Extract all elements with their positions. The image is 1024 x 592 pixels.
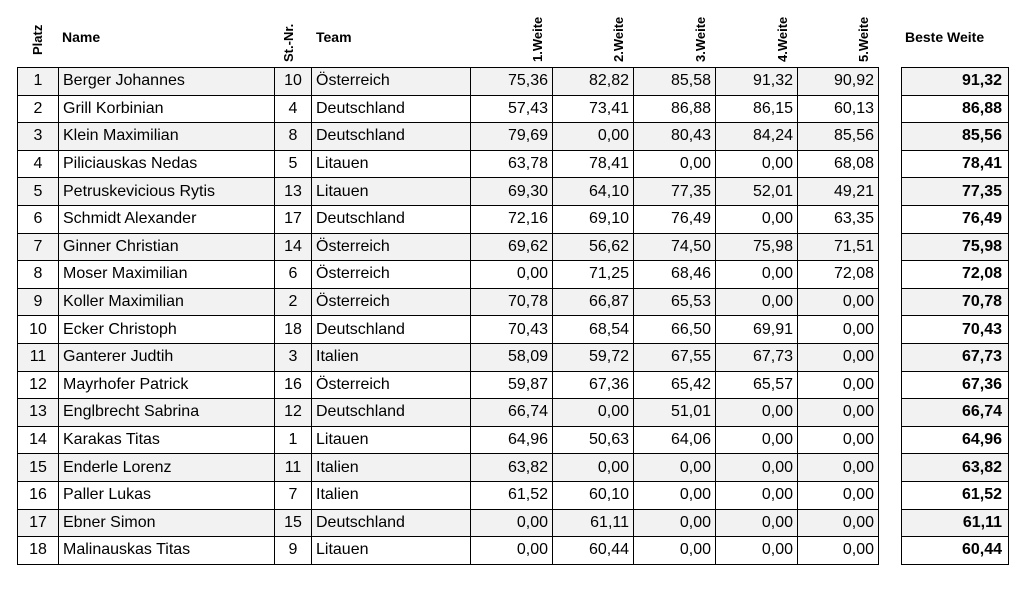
- name-cell: Ginner Christian: [59, 233, 275, 261]
- table-row: [18, 454, 879, 482]
- team-cell: Litauen: [312, 426, 471, 454]
- weite-2-cell: 0,00: [553, 454, 634, 482]
- best-distance-table: [901, 67, 1009, 565]
- team-cell: Deutschland: [312, 95, 471, 123]
- weite-5-cell: 49,21: [798, 178, 879, 206]
- weite-2-cell: 61,11: [553, 509, 634, 537]
- table-row: [18, 95, 879, 123]
- start-number-cell: 18: [275, 316, 312, 344]
- weite-4-cell: 84,24: [716, 123, 798, 151]
- platz-cell: 4: [18, 150, 59, 178]
- best-distance-cell: 91,32: [902, 68, 1009, 96]
- start-number-cell: 15: [275, 509, 312, 537]
- platz-cell: 17: [18, 509, 59, 537]
- header-name: Name: [62, 29, 101, 45]
- weite-1-cell: 0,00: [471, 537, 553, 565]
- platz-cell: 5: [18, 178, 59, 206]
- weite-3-cell: 74,50: [634, 233, 716, 261]
- platz-cell: 3: [18, 123, 59, 151]
- platz-cell: 15: [18, 454, 59, 482]
- best-row: [902, 261, 1009, 289]
- weite-1-cell: 59,87: [471, 371, 553, 399]
- team-cell: Österreich: [312, 371, 471, 399]
- platz-cell: 6: [18, 205, 59, 233]
- best-distance-cell: 67,36: [902, 371, 1009, 399]
- start-number-cell: 1: [275, 426, 312, 454]
- weite-1-cell: 79,69: [471, 123, 553, 151]
- platz-cell: 1: [18, 68, 59, 96]
- weite-4-cell: 0,00: [716, 426, 798, 454]
- weite-4-cell: 0,00: [716, 454, 798, 482]
- name-cell: Malinauskas Titas: [59, 537, 275, 565]
- weite-3-cell: 0,00: [634, 454, 716, 482]
- best-row: [902, 481, 1009, 509]
- best-row: [902, 233, 1009, 261]
- weite-5-cell: 0,00: [798, 399, 879, 427]
- best-distance-cell: 70,78: [902, 288, 1009, 316]
- weite-3-cell: 67,55: [634, 343, 716, 371]
- name-cell: Mayrhofer Patrick: [59, 371, 275, 399]
- platz-cell: 18: [18, 537, 59, 565]
- best-distance-cell: 76,49: [902, 205, 1009, 233]
- best-distance-cell: 77,35: [902, 178, 1009, 206]
- weite-2-cell: 73,41: [553, 95, 634, 123]
- table-row: [18, 509, 879, 537]
- weite-2-cell: 66,87: [553, 288, 634, 316]
- platz-cell: 13: [18, 399, 59, 427]
- weite-4-cell: 75,98: [716, 233, 798, 261]
- weite-3-cell: 85,58: [634, 68, 716, 96]
- weite-1-cell: 63,82: [471, 454, 553, 482]
- weite-4-cell: 0,00: [716, 288, 798, 316]
- team-cell: Litauen: [312, 537, 471, 565]
- best-row: [902, 178, 1009, 206]
- platz-cell: 14: [18, 426, 59, 454]
- start-number-cell: 10: [275, 68, 312, 96]
- weite-3-cell: 51,01: [634, 399, 716, 427]
- weite-5-cell: 0,00: [798, 316, 879, 344]
- team-cell: Italien: [312, 481, 471, 509]
- weite-5-cell: 71,51: [798, 233, 879, 261]
- table-row: [18, 371, 879, 399]
- table-row: [18, 68, 879, 96]
- start-number-cell: 9: [275, 537, 312, 565]
- best-row: [902, 123, 1009, 151]
- best-distance-cell: 61,52: [902, 481, 1009, 509]
- weite-1-cell: 61,52: [471, 481, 553, 509]
- name-cell: Koller Maximilian: [59, 288, 275, 316]
- weite-4-cell: 0,00: [716, 537, 798, 565]
- name-cell: Englbrecht Sabrina: [59, 399, 275, 427]
- best-row: [902, 371, 1009, 399]
- header-platz: Platz: [30, 24, 45, 55]
- weite-4-cell: 0,00: [716, 205, 798, 233]
- team-cell: Deutschland: [312, 509, 471, 537]
- weite-5-cell: 68,08: [798, 150, 879, 178]
- best-distance-cell: 78,41: [902, 150, 1009, 178]
- weite-4-cell: 69,91: [716, 316, 798, 344]
- weite-4-cell: 0,00: [716, 261, 798, 289]
- weite-5-cell: 0,00: [798, 371, 879, 399]
- name-cell: Klein Maximilian: [59, 123, 275, 151]
- weite-3-cell: 66,50: [634, 316, 716, 344]
- table-row: [18, 205, 879, 233]
- start-number-cell: 13: [275, 178, 312, 206]
- weite-3-cell: 64,06: [634, 426, 716, 454]
- header-beste-weite: Beste Weite: [905, 29, 985, 45]
- start-number-cell: 5: [275, 150, 312, 178]
- weite-1-cell: 69,30: [471, 178, 553, 206]
- weite-5-cell: 0,00: [798, 509, 879, 537]
- name-cell: Moser Maximilian: [59, 261, 275, 289]
- weite-3-cell: 65,53: [634, 288, 716, 316]
- weite-5-cell: 85,56: [798, 123, 879, 151]
- best-row: [902, 95, 1009, 123]
- weite-5-cell: 0,00: [798, 481, 879, 509]
- team-cell: Österreich: [312, 233, 471, 261]
- platz-cell: 12: [18, 371, 59, 399]
- table-row: [18, 233, 879, 261]
- platz-cell: 2: [18, 95, 59, 123]
- weite-3-cell: 0,00: [634, 150, 716, 178]
- best-distance-cell: 66,74: [902, 399, 1009, 427]
- table-row: [18, 426, 879, 454]
- best-distance-cell: 75,98: [902, 233, 1009, 261]
- name-cell: Petruskevicious Rytis: [59, 178, 275, 206]
- weite-5-cell: 0,00: [798, 288, 879, 316]
- table-row: [18, 343, 879, 371]
- team-cell: Deutschland: [312, 205, 471, 233]
- platz-cell: 9: [18, 288, 59, 316]
- weite-2-cell: 71,25: [553, 261, 634, 289]
- best-distance-cell: 70,43: [902, 316, 1009, 344]
- name-cell: Paller Lukas: [59, 481, 275, 509]
- weite-2-cell: 50,63: [553, 426, 634, 454]
- team-cell: Italien: [312, 343, 471, 371]
- name-cell: Enderle Lorenz: [59, 454, 275, 482]
- platz-cell: 10: [18, 316, 59, 344]
- weite-2-cell: 60,44: [553, 537, 634, 565]
- name-cell: Ebner Simon: [59, 509, 275, 537]
- table-row: [18, 178, 879, 206]
- header-weite-5: 5.Weite: [856, 16, 871, 62]
- best-distance-cell: 61,11: [902, 509, 1009, 537]
- weite-4-cell: 0,00: [716, 399, 798, 427]
- weite-1-cell: 70,78: [471, 288, 553, 316]
- weite-2-cell: 56,62: [553, 233, 634, 261]
- weite-2-cell: 82,82: [553, 68, 634, 96]
- header-weite-2: 2.Weite: [611, 16, 626, 62]
- start-number-cell: 2: [275, 288, 312, 316]
- header-stnr: St.-Nr.: [281, 23, 296, 62]
- start-number-cell: 11: [275, 454, 312, 482]
- weite-4-cell: 0,00: [716, 481, 798, 509]
- weite-3-cell: 80,43: [634, 123, 716, 151]
- start-number-cell: 14: [275, 233, 312, 261]
- best-row: [902, 150, 1009, 178]
- header-weite-1: 1.Weite: [530, 16, 545, 62]
- best-distance-cell: 72,08: [902, 261, 1009, 289]
- weite-4-cell: 65,57: [716, 371, 798, 399]
- platz-cell: 11: [18, 343, 59, 371]
- best-row: [902, 509, 1009, 537]
- header-weite-4: 4.Weite: [775, 16, 790, 62]
- start-number-cell: 8: [275, 123, 312, 151]
- table-row: [18, 399, 879, 427]
- start-number-cell: 6: [275, 261, 312, 289]
- weite-3-cell: 65,42: [634, 371, 716, 399]
- weite-3-cell: 68,46: [634, 261, 716, 289]
- weite-1-cell: 63,78: [471, 150, 553, 178]
- name-cell: Piliciauskas Nedas: [59, 150, 275, 178]
- weite-5-cell: 0,00: [798, 537, 879, 565]
- team-cell: Österreich: [312, 288, 471, 316]
- weite-4-cell: 91,32: [716, 68, 798, 96]
- weite-2-cell: 67,36: [553, 371, 634, 399]
- team-cell: Litauen: [312, 178, 471, 206]
- weite-5-cell: 63,35: [798, 205, 879, 233]
- header-weite-3: 3.Weite: [693, 16, 708, 62]
- team-cell: Deutschland: [312, 123, 471, 151]
- weite-1-cell: 66,74: [471, 399, 553, 427]
- weite-2-cell: 68,54: [553, 316, 634, 344]
- weite-4-cell: 0,00: [716, 150, 798, 178]
- weite-5-cell: 0,00: [798, 426, 879, 454]
- weite-2-cell: 59,72: [553, 343, 634, 371]
- weite-1-cell: 72,16: [471, 205, 553, 233]
- weite-1-cell: 69,62: [471, 233, 553, 261]
- best-row: [902, 68, 1009, 96]
- team-cell: Italien: [312, 454, 471, 482]
- name-cell: Ecker Christoph: [59, 316, 275, 344]
- start-number-cell: 7: [275, 481, 312, 509]
- weite-2-cell: 60,10: [553, 481, 634, 509]
- name-cell: Ganterer Judtih: [59, 343, 275, 371]
- best-distance-cell: 63,82: [902, 454, 1009, 482]
- team-cell: Österreich: [312, 68, 471, 96]
- weite-1-cell: 0,00: [471, 261, 553, 289]
- name-cell: Berger Johannes: [59, 68, 275, 96]
- team-cell: Deutschland: [312, 399, 471, 427]
- results-table: [17, 67, 879, 565]
- weite-2-cell: 78,41: [553, 150, 634, 178]
- weite-5-cell: 90,92: [798, 68, 879, 96]
- table-row: [18, 481, 879, 509]
- weite-5-cell: 72,08: [798, 261, 879, 289]
- weite-1-cell: 70,43: [471, 316, 553, 344]
- team-cell: Österreich: [312, 261, 471, 289]
- weite-1-cell: 0,00: [471, 509, 553, 537]
- best-row: [902, 343, 1009, 371]
- best-row: [902, 537, 1009, 565]
- best-row: [902, 426, 1009, 454]
- best-distance-cell: 85,56: [902, 123, 1009, 151]
- weite-3-cell: 0,00: [634, 481, 716, 509]
- weite-1-cell: 64,96: [471, 426, 553, 454]
- table-row: [18, 537, 879, 565]
- weite-2-cell: 64,10: [553, 178, 634, 206]
- weite-4-cell: 86,15: [716, 95, 798, 123]
- table-row: [18, 316, 879, 344]
- start-number-cell: 3: [275, 343, 312, 371]
- header-team: Team: [316, 29, 352, 45]
- best-distance-cell: 86,88: [902, 95, 1009, 123]
- platz-cell: 16: [18, 481, 59, 509]
- name-cell: Schmidt Alexander: [59, 205, 275, 233]
- start-number-cell: 17: [275, 205, 312, 233]
- best-row: [902, 288, 1009, 316]
- name-cell: Grill Korbinian: [59, 95, 275, 123]
- platz-cell: 7: [18, 233, 59, 261]
- team-cell: Litauen: [312, 150, 471, 178]
- weite-4-cell: 0,00: [716, 509, 798, 537]
- best-row: [902, 205, 1009, 233]
- best-distance-cell: 67,73: [902, 343, 1009, 371]
- table-row: [18, 123, 879, 151]
- best-row: [902, 454, 1009, 482]
- weite-2-cell: 0,00: [553, 123, 634, 151]
- weite-3-cell: 76,49: [634, 205, 716, 233]
- start-number-cell: 12: [275, 399, 312, 427]
- team-cell: Deutschland: [312, 316, 471, 344]
- table-row: [18, 150, 879, 178]
- weite-1-cell: 57,43: [471, 95, 553, 123]
- weite-4-cell: 67,73: [716, 343, 798, 371]
- table-row: [18, 288, 879, 316]
- best-distance-cell: 60,44: [902, 537, 1009, 565]
- weite-2-cell: 69,10: [553, 205, 634, 233]
- weite-1-cell: 58,09: [471, 343, 553, 371]
- best-row: [902, 399, 1009, 427]
- weite-5-cell: 60,13: [798, 95, 879, 123]
- start-number-cell: 16: [275, 371, 312, 399]
- weite-3-cell: 77,35: [634, 178, 716, 206]
- weite-3-cell: 0,00: [634, 509, 716, 537]
- name-cell: Karakas Titas: [59, 426, 275, 454]
- platz-cell: 8: [18, 261, 59, 289]
- best-distance-cell: 64,96: [902, 426, 1009, 454]
- weite-5-cell: 0,00: [798, 454, 879, 482]
- weite-1-cell: 75,36: [471, 68, 553, 96]
- table-row: [18, 261, 879, 289]
- weite-4-cell: 52,01: [716, 178, 798, 206]
- weite-2-cell: 0,00: [553, 399, 634, 427]
- weite-5-cell: 0,00: [798, 343, 879, 371]
- weite-3-cell: 0,00: [634, 537, 716, 565]
- start-number-cell: 4: [275, 95, 312, 123]
- weite-3-cell: 86,88: [634, 95, 716, 123]
- best-row: [902, 316, 1009, 344]
